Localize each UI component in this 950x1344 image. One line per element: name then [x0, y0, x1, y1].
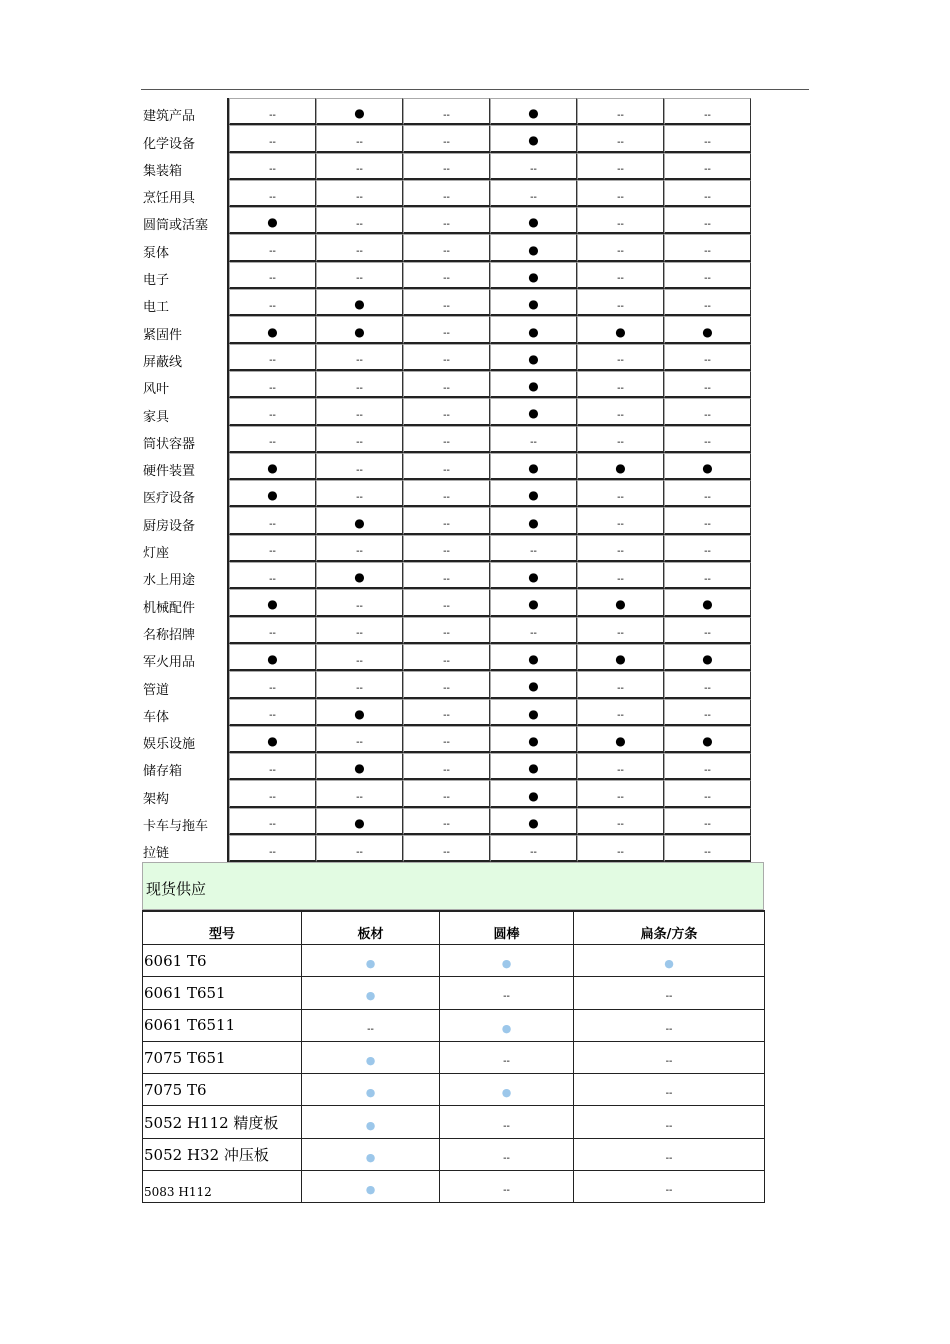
application-label: 水上用途	[142, 562, 229, 589]
table-cell: --	[490, 153, 577, 180]
table-row	[142, 153, 751, 180]
table-row	[142, 125, 751, 152]
stock-cell: ●	[302, 945, 440, 977]
table-cell: --	[316, 644, 403, 671]
stock-cell: --	[574, 1138, 765, 1170]
table-cell: --	[664, 289, 751, 316]
application-label: 娱乐设施	[142, 726, 229, 753]
table-cell: --	[229, 289, 316, 316]
table-cell: ●	[490, 234, 577, 261]
table-cell: --	[316, 617, 403, 644]
table-row	[142, 808, 751, 835]
table-cell: ●	[577, 644, 664, 671]
table-cell: --	[577, 671, 664, 698]
stock-cell: --	[440, 977, 574, 1009]
table-cell: --	[316, 480, 403, 507]
table-row	[143, 1074, 765, 1106]
stock-cell: ●	[302, 1106, 440, 1138]
stock-cell: --	[574, 1009, 765, 1041]
table-cell: --	[229, 562, 316, 589]
table-cell: ●	[229, 589, 316, 616]
application-label: 集装箱	[142, 153, 229, 180]
table-cell: --	[577, 808, 664, 835]
table-cell: ●	[490, 207, 577, 234]
application-label: 卡车与拖车	[142, 808, 229, 835]
table-cell: --	[229, 617, 316, 644]
table-row	[142, 589, 751, 616]
table-cell: ●	[490, 289, 577, 316]
application-label: 灯座	[142, 535, 229, 562]
table-cell: --	[316, 671, 403, 698]
table-cell: ●	[490, 726, 577, 753]
table-row	[142, 234, 751, 261]
table-cell: --	[403, 98, 490, 125]
table-cell: ●	[229, 726, 316, 753]
table-cell: --	[229, 535, 316, 562]
table-row	[143, 1138, 765, 1170]
table-cell: --	[664, 344, 751, 371]
table-cell: --	[577, 398, 664, 425]
table-cell: --	[229, 125, 316, 152]
table-cell: ●	[229, 207, 316, 234]
table-cell: ●	[664, 726, 751, 753]
stock-cell: ●	[440, 1074, 574, 1106]
table-cell: --	[664, 535, 751, 562]
table-cell: --	[403, 207, 490, 234]
table-cell: ●	[229, 316, 316, 343]
table-cell: ●	[577, 589, 664, 616]
table-cell: --	[316, 426, 403, 453]
table-cell: --	[229, 180, 316, 207]
table-cell: --	[664, 480, 751, 507]
table-cell: ●	[316, 507, 403, 534]
table-row	[142, 398, 751, 425]
table-cell: --	[664, 426, 751, 453]
table-cell: --	[490, 535, 577, 562]
application-label: 储存箱	[142, 753, 229, 780]
stock-cell: --	[440, 1138, 574, 1170]
table-cell: --	[577, 835, 664, 862]
stock-cell: --	[574, 1041, 765, 1073]
application-label: 烹饪用具	[142, 180, 229, 207]
stock-header-row	[143, 911, 765, 945]
table-cell: --	[403, 699, 490, 726]
table-cell: --	[229, 780, 316, 807]
table-cell: --	[577, 289, 664, 316]
table-cell: --	[577, 125, 664, 152]
stock-cell: --	[440, 1041, 574, 1073]
application-label: 军火用品	[142, 644, 229, 671]
table-cell: --	[577, 535, 664, 562]
table-row	[142, 507, 751, 534]
table-cell: --	[403, 234, 490, 261]
table-cell: --	[664, 371, 751, 398]
table-row	[142, 535, 751, 562]
table-cell: --	[403, 125, 490, 152]
application-label: 建筑产品	[142, 98, 229, 125]
table-cell: ●	[316, 289, 403, 316]
application-label: 架构	[142, 780, 229, 807]
table-cell: ●	[490, 480, 577, 507]
table-cell: --	[229, 753, 316, 780]
application-label: 风叶	[142, 371, 229, 398]
stock-cell: --	[574, 1074, 765, 1106]
table-cell: --	[577, 234, 664, 261]
table-cell: --	[316, 180, 403, 207]
table-cell: --	[316, 371, 403, 398]
table-row	[142, 726, 751, 753]
application-label: 筒状容器	[142, 426, 229, 453]
header-rule	[141, 89, 809, 90]
stock-cell: --	[574, 1106, 765, 1138]
table-cell: --	[664, 562, 751, 589]
application-label: 电子	[142, 262, 229, 289]
table-row	[142, 671, 751, 698]
table-cell: --	[664, 671, 751, 698]
table-row	[142, 262, 751, 289]
table-cell: --	[403, 453, 490, 480]
table-cell: --	[229, 344, 316, 371]
stock-cell: ●	[302, 1074, 440, 1106]
table-cell: --	[403, 426, 490, 453]
table-cell: ●	[490, 316, 577, 343]
table-cell: --	[490, 835, 577, 862]
application-label: 车体	[142, 699, 229, 726]
model-name: 7075 T651	[143, 1041, 302, 1073]
table-cell: --	[664, 207, 751, 234]
table-cell: ●	[490, 125, 577, 152]
table-cell: ●	[490, 98, 577, 125]
table-cell: --	[229, 153, 316, 180]
model-name: 5052 H112 精度板	[143, 1106, 302, 1138]
table-row	[142, 344, 751, 371]
table-cell: --	[577, 426, 664, 453]
model-name: 7075 T6	[143, 1074, 302, 1106]
table-cell: --	[403, 507, 490, 534]
stock-section	[142, 862, 764, 1203]
stock-title: 现货供应	[142, 862, 764, 910]
application-label: 医疗设备	[142, 480, 229, 507]
table-cell: --	[577, 262, 664, 289]
table-cell: --	[664, 398, 751, 425]
table-cell: --	[316, 153, 403, 180]
table-cell: ●	[316, 753, 403, 780]
table-cell: --	[403, 780, 490, 807]
table-cell: ●	[229, 453, 316, 480]
application-label: 名称招牌	[142, 617, 229, 644]
table-cell: --	[664, 699, 751, 726]
table-cell: --	[316, 207, 403, 234]
table-cell: --	[229, 507, 316, 534]
table-cell: ●	[229, 480, 316, 507]
table-cell: ●	[577, 453, 664, 480]
stock-cell: ●	[302, 1138, 440, 1170]
model-name: 6061 T651	[143, 977, 302, 1009]
table-cell: ●	[490, 344, 577, 371]
application-label: 泵体	[142, 234, 229, 261]
table-cell: --	[316, 262, 403, 289]
table-row	[143, 977, 765, 1009]
table-cell: --	[403, 398, 490, 425]
table-cell: ●	[490, 780, 577, 807]
application-label: 管道	[142, 671, 229, 698]
application-label: 屏蔽线	[142, 344, 229, 371]
application-label: 家具	[142, 398, 229, 425]
table-row	[143, 1009, 765, 1041]
table-row	[142, 835, 751, 862]
column-header-model: 型号	[143, 911, 302, 945]
table-cell: ●	[490, 262, 577, 289]
table-cell: --	[229, 98, 316, 125]
table-cell: --	[316, 398, 403, 425]
column-header-rod: 圆棒	[440, 911, 574, 945]
application-label: 厨房设备	[142, 507, 229, 534]
table-cell: --	[490, 180, 577, 207]
table-cell: ●	[316, 562, 403, 589]
table-cell: ●	[577, 726, 664, 753]
application-label: 化学设备	[142, 125, 229, 152]
application-label: 机械配件	[142, 589, 229, 616]
table-row	[142, 453, 751, 480]
table-row	[143, 1041, 765, 1073]
table-cell: --	[403, 753, 490, 780]
table-cell: --	[316, 234, 403, 261]
table-cell: --	[664, 180, 751, 207]
table-cell: ●	[490, 371, 577, 398]
table-cell: ●	[490, 644, 577, 671]
table-cell: --	[229, 371, 316, 398]
table-row	[142, 180, 751, 207]
table-cell: --	[403, 589, 490, 616]
table-cell: ●	[664, 644, 751, 671]
table-cell: ●	[229, 644, 316, 671]
stock-table	[142, 910, 765, 1203]
table-cell: --	[577, 207, 664, 234]
table-row	[142, 207, 751, 234]
stock-cell: --	[440, 1106, 574, 1138]
model-name: 5083 H112	[143, 1171, 302, 1203]
table-cell: ●	[490, 507, 577, 534]
table-cell: --	[577, 344, 664, 371]
table-cell: --	[664, 153, 751, 180]
table-row	[142, 753, 751, 780]
table-cell: --	[664, 262, 751, 289]
table-row	[143, 945, 765, 977]
table-cell: ●	[664, 316, 751, 343]
table-cell: --	[664, 835, 751, 862]
table-cell: --	[403, 153, 490, 180]
stock-cell: ●	[302, 977, 440, 1009]
table-cell: --	[577, 371, 664, 398]
table-row	[142, 699, 751, 726]
table-cell: --	[403, 835, 490, 862]
table-row	[143, 1171, 765, 1203]
table-cell: --	[229, 699, 316, 726]
table-cell: ●	[316, 98, 403, 125]
table-cell: --	[403, 617, 490, 644]
table-cell: --	[316, 125, 403, 152]
table-row	[142, 780, 751, 807]
table-cell: --	[577, 507, 664, 534]
table-cell: ●	[316, 699, 403, 726]
stock-cell: ●	[302, 1041, 440, 1073]
table-cell: --	[664, 98, 751, 125]
table-cell: --	[229, 234, 316, 261]
stock-cell: --	[574, 1171, 765, 1203]
stock-cell: --	[574, 977, 765, 1009]
table-cell: --	[577, 180, 664, 207]
table-cell: ●	[316, 316, 403, 343]
column-header-bar: 扁条/方条	[574, 911, 765, 945]
table-cell: --	[664, 753, 751, 780]
table-row	[142, 426, 751, 453]
table-cell: ●	[490, 398, 577, 425]
table-cell: --	[403, 644, 490, 671]
table-cell: --	[403, 262, 490, 289]
table-cell: ●	[664, 453, 751, 480]
table-cell: --	[229, 808, 316, 835]
application-table	[142, 98, 751, 862]
model-name: 5052 H32 冲压板	[143, 1138, 302, 1170]
table-cell: --	[490, 426, 577, 453]
table-cell: ●	[490, 699, 577, 726]
stock-cell: ●	[440, 1009, 574, 1041]
table-row	[142, 617, 751, 644]
table-cell: --	[229, 835, 316, 862]
table-cell: --	[316, 453, 403, 480]
table-cell: --	[577, 153, 664, 180]
table-cell: --	[577, 753, 664, 780]
stock-cell: ●	[574, 945, 765, 977]
model-name: 6061 T6	[143, 945, 302, 977]
table-cell: ●	[490, 562, 577, 589]
table-cell: ●	[490, 753, 577, 780]
table-cell: --	[664, 617, 751, 644]
table-cell: --	[316, 344, 403, 371]
column-header-plate: 板材	[302, 911, 440, 945]
table-cell: --	[403, 562, 490, 589]
table-cell: ●	[664, 589, 751, 616]
table-row	[142, 371, 751, 398]
table-cell: --	[403, 344, 490, 371]
table-row	[142, 289, 751, 316]
table-cell: --	[403, 808, 490, 835]
table-cell: ●	[490, 808, 577, 835]
table-cell: --	[316, 780, 403, 807]
table-cell: --	[664, 507, 751, 534]
stock-cell: ●	[440, 945, 574, 977]
table-cell: ●	[490, 671, 577, 698]
table-cell: --	[316, 535, 403, 562]
stock-cell: --	[440, 1171, 574, 1203]
table-cell: --	[577, 562, 664, 589]
table-cell: ●	[316, 808, 403, 835]
model-name: 6061 T6511	[143, 1009, 302, 1041]
table-cell: --	[403, 726, 490, 753]
table-cell: --	[403, 180, 490, 207]
table-cell: --	[577, 480, 664, 507]
table-row	[142, 562, 751, 589]
table-cell: --	[664, 808, 751, 835]
table-cell: --	[577, 617, 664, 644]
table-cell: ●	[490, 589, 577, 616]
table-cell: --	[664, 234, 751, 261]
stock-cell: ●	[302, 1171, 440, 1203]
table-cell: --	[316, 835, 403, 862]
table-cell: --	[577, 699, 664, 726]
table-row	[142, 98, 751, 125]
table-row	[142, 480, 751, 507]
table-cell: --	[316, 726, 403, 753]
table-cell: --	[403, 371, 490, 398]
table-cell: --	[229, 426, 316, 453]
table-cell: --	[577, 780, 664, 807]
table-row	[142, 644, 751, 671]
table-cell: --	[664, 125, 751, 152]
table-cell: --	[403, 480, 490, 507]
application-label: 紧固件	[142, 316, 229, 343]
application-label: 拉链	[142, 835, 229, 862]
table-cell: --	[577, 98, 664, 125]
table-cell: ●	[490, 453, 577, 480]
table-row	[142, 316, 751, 343]
application-label: 圆筒或活塞	[142, 207, 229, 234]
stock-cell: --	[302, 1009, 440, 1041]
table-cell: ●	[577, 316, 664, 343]
table-cell: --	[664, 780, 751, 807]
table-cell: --	[229, 398, 316, 425]
table-cell: --	[229, 671, 316, 698]
table-cell: --	[403, 316, 490, 343]
application-label: 硬件装置	[142, 453, 229, 480]
table-cell: --	[316, 589, 403, 616]
table-cell: --	[403, 671, 490, 698]
application-label: 电工	[142, 289, 229, 316]
table-cell: --	[229, 262, 316, 289]
table-cell: --	[403, 289, 490, 316]
table-cell: --	[490, 617, 577, 644]
table-row	[143, 1106, 765, 1138]
table-cell: --	[403, 535, 490, 562]
